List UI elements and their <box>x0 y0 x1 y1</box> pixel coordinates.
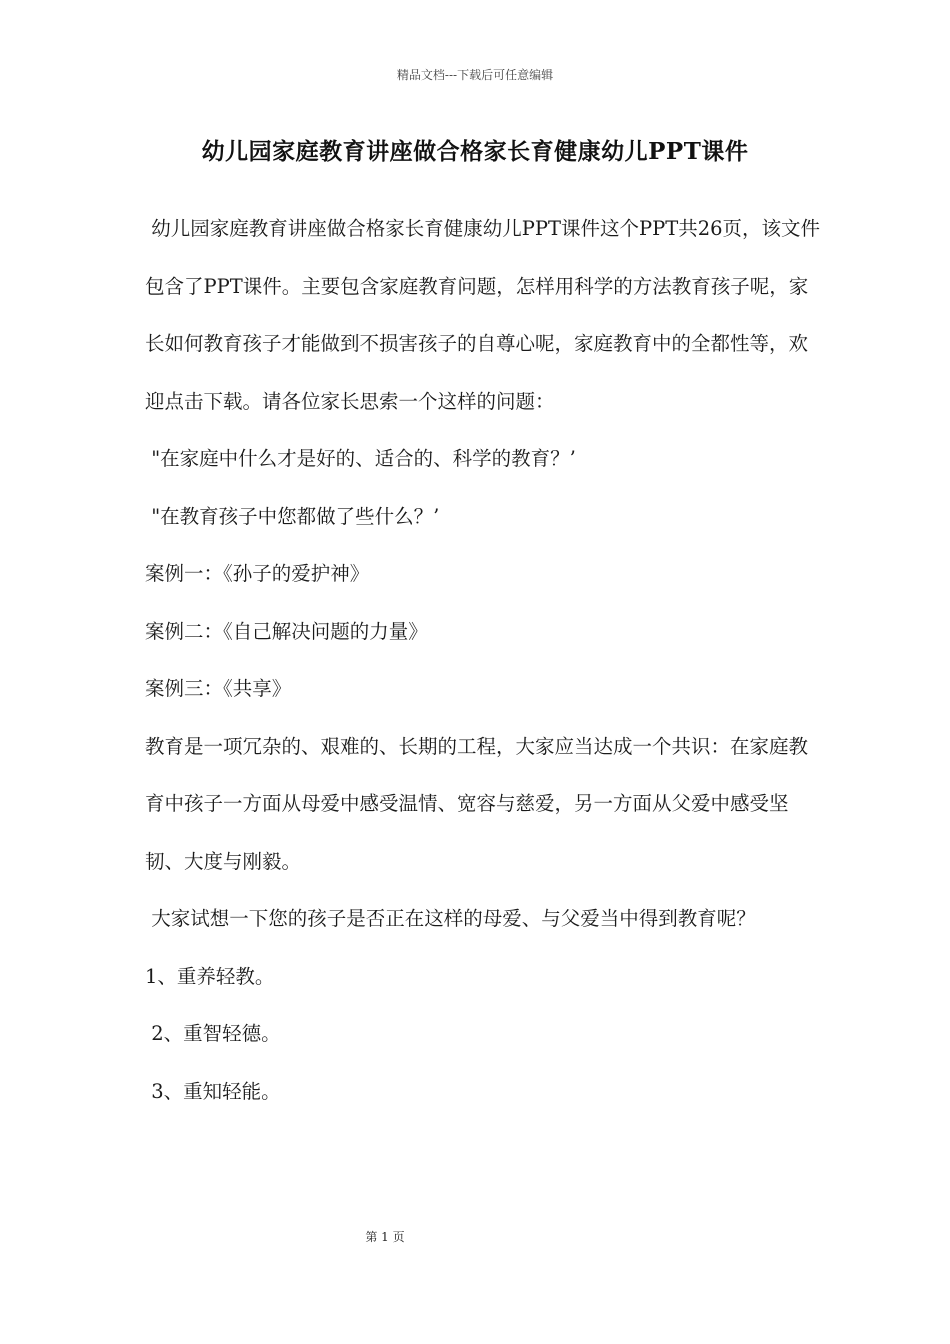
list-item-3: 3、重知轻能。 <box>145 1079 281 1103</box>
document-body <box>145 200 825 1120</box>
list-item-1: 1、重养轻教。 <box>145 964 275 988</box>
paragraph-education: 教育是一项冗杂的、艰难的、长期的工程，大家应当达成一个共识：在家庭教育中孩子一方面从母爱中感受温情、宽容与慈爱，另一方面从父爱中感受坚韧、大度与刚毅。 <box>145 734 809 873</box>
list-item-2: 2、重智轻德。 <box>145 1022 281 1045</box>
paragraph-case-3: 案例三：《共享》 <box>145 677 292 700</box>
paragraph-question-2: "在教育孩子中您都做了些什么？’ <box>145 504 440 528</box>
document-header: 精品文档---下载后可任意编辑 <box>396 68 554 82</box>
paragraph-question-1: "在家庭中什么才是好的、适合的、科学的教育？’ <box>145 447 576 470</box>
page-number: 第 1 页 <box>365 1230 405 1244</box>
paragraph-case-1: 案例一：《孙子的爱护神》 <box>145 562 370 585</box>
paragraph-reflection: 大家试想一下您的孩子是否正在这样的母爱、与父爱当中得到教育呢？ <box>145 907 756 930</box>
paragraph-case-2: 案例二：《自己解决问题的力量》 <box>145 619 428 643</box>
document-title: 幼儿园家庭教育讲座做合格家长育健康幼儿PPT课件 <box>201 138 749 165</box>
paragraph-intro: 幼儿园家庭教育讲座做合格家长育健康幼儿PPT课件这个PPT共26页，该文件包含了PPT课件。主要包含家庭教育问题，怎样用科学的方法教育孩子呢，家长如何教育孩子才能做到不损害孩子的自尊心呢，家庭教育中的全都性等，欢迎点击下载。请各位家长思索一个这样的问题： <box>145 217 821 413</box>
